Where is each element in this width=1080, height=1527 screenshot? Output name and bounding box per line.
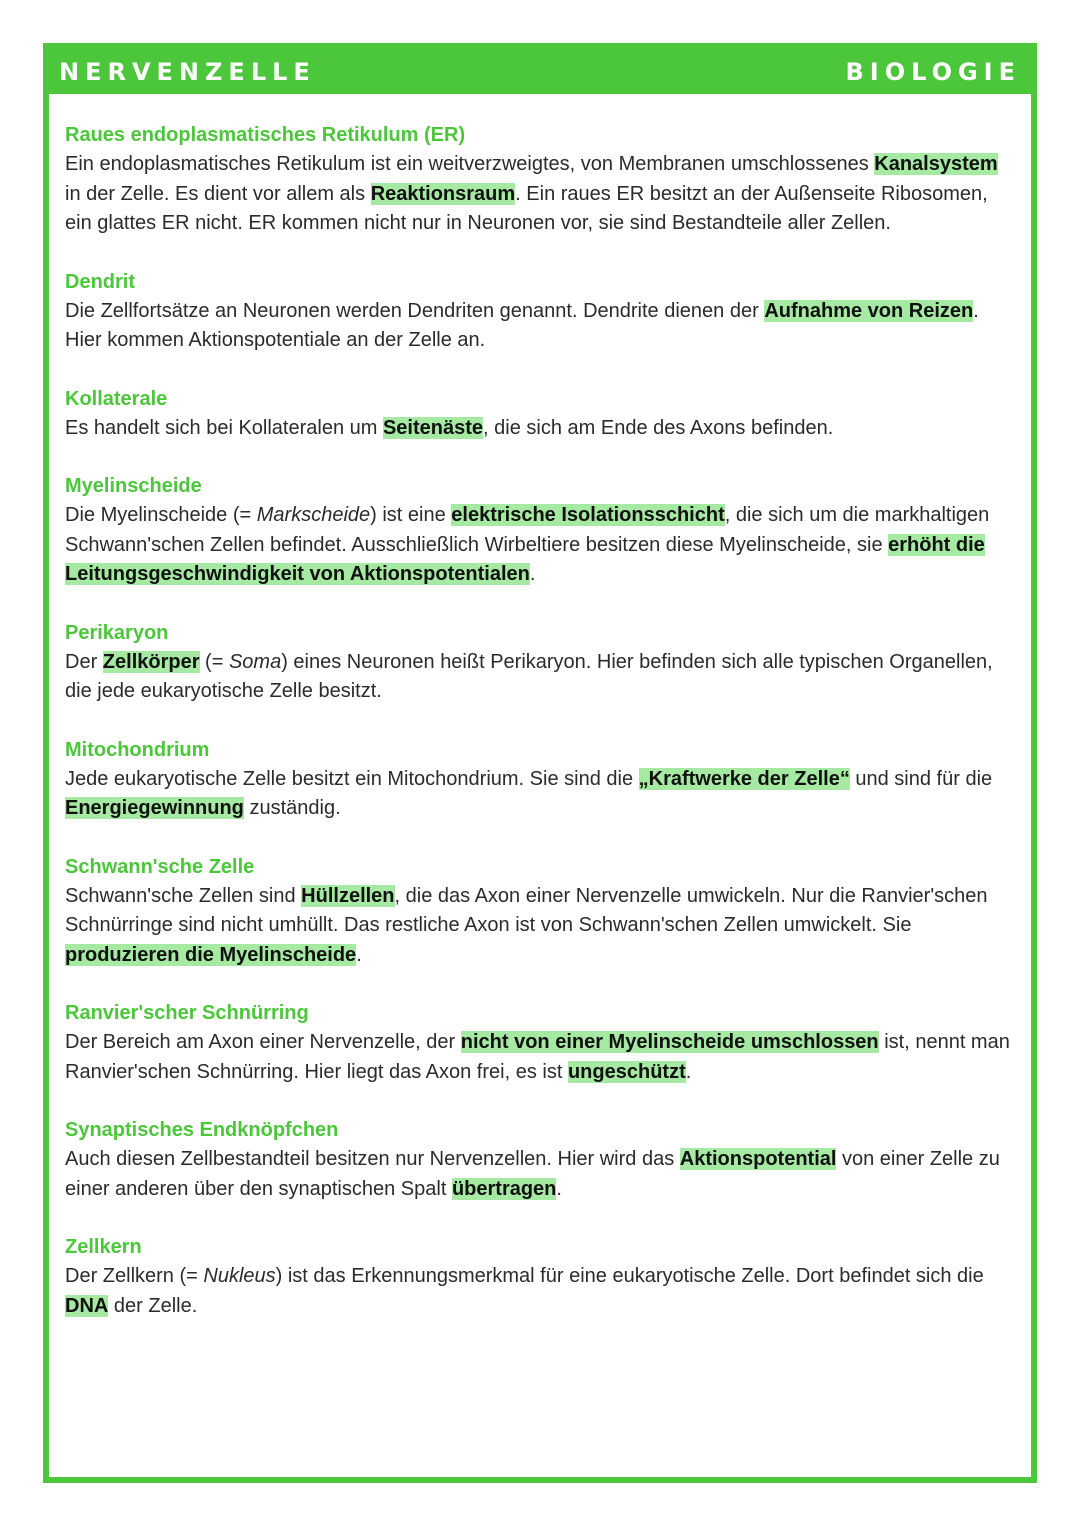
body-text: Die Zellfortsätze an Neuronen werden Dendriten genannt. Dendrite dienen der xyxy=(65,299,765,322)
section-heading: Zellkern xyxy=(65,1236,142,1258)
body-text: Schwann'sche Zellen sind xyxy=(65,884,302,907)
section-heading: Raues endoplasmatisches Retikulum (ER) xyxy=(65,124,466,146)
highlighted-term: erhöht die Leitungsgeschwindigkeit von Aktionspotentialen xyxy=(65,533,985,585)
highlighted-term: elektrische Isolationsschicht xyxy=(451,504,725,526)
highlighted-term: Zellkörper xyxy=(102,650,200,673)
section xyxy=(65,1116,1017,1204)
body-text: zuständig. xyxy=(243,797,341,819)
section-body xyxy=(65,1145,1017,1204)
body-text: Der Bereich am Axon einer Nervenzelle, der xyxy=(65,1031,461,1053)
highlighted-term: Aktionspotential xyxy=(679,1148,837,1170)
body-text: . xyxy=(529,563,536,585)
body-text: (= xyxy=(199,650,229,673)
section xyxy=(65,1233,1017,1321)
section-heading: Ranvier'scher Schnürring xyxy=(65,1002,309,1024)
body-text: ) eines Neuronen heißt Perikaryon. Hier befinden sich alle typischen Organellen, die jede eukaryotische Zelle besitzt. xyxy=(65,650,993,702)
section-heading: Schwann'sche Zelle xyxy=(65,855,255,878)
body-text: . xyxy=(356,943,362,966)
body-text: , die sich am Ende des Axons befinden. xyxy=(483,416,834,439)
body-text: , die das Axon einer Nervenzelle umwickeln. Nur die Ranvier'schen Schnürringe sind nicht umhüllt. Das restliche Axon ist von Schwann'schen Zellen umwickelt. Sie xyxy=(65,884,988,936)
section-body xyxy=(65,1262,1017,1321)
subject-label: BIOLOGIE xyxy=(845,57,1021,86)
section-heading: Dendrit xyxy=(65,270,135,293)
highlighted-term: produzieren die Myelinscheide xyxy=(65,943,357,966)
highlighted-term: Energiegewinnung xyxy=(65,797,244,819)
section xyxy=(65,268,1017,356)
body-text: Der Zellkern (= xyxy=(65,1265,204,1287)
section xyxy=(65,385,1017,444)
body-text: und sind für die xyxy=(849,767,993,790)
body-text: Der xyxy=(65,650,103,673)
body-text: Die Myelinscheide (= xyxy=(65,504,257,526)
highlighted-term: Reaktionsraum xyxy=(370,182,516,205)
highlighted-term: nicht von einer Myelinscheide umschlossen xyxy=(460,1031,879,1053)
highlighted-term: „Kraftwerke der Zelle“ xyxy=(638,767,850,790)
header-bar xyxy=(49,49,1031,94)
highlighted-term: ungeschützt xyxy=(567,1060,686,1083)
body-text: . xyxy=(685,1060,692,1083)
body-text: . Hier kommen Aktionspotentiale an der Zelle an. xyxy=(65,299,979,351)
body-text: der Zelle. xyxy=(108,1294,198,1317)
section xyxy=(65,472,1017,590)
body-text: , die sich um die markhaltigen Schwann'schen Zellen befindet. Ausschließlich Wirbeltiere besitzen diese Myelinscheide, sie xyxy=(65,504,990,556)
section xyxy=(65,619,1017,707)
body-text: Ein endoplasmatisches Retikulum ist ein weitverzweigtes, von Membranen umschlossenes xyxy=(65,153,875,175)
highlighted-term: übertragen xyxy=(451,1177,557,1200)
body-text: ) ist eine xyxy=(370,504,452,526)
body-text: . xyxy=(556,1177,562,1200)
body-text: Auch diesen Zellbestandteil besitzen nur Nervenzellen. Hier wird das xyxy=(65,1148,680,1170)
page-title: NERVENZELLE xyxy=(59,57,316,86)
highlighted-term: Hüllzellen xyxy=(301,884,395,907)
italic-term: Nukleus xyxy=(203,1265,276,1287)
section xyxy=(65,999,1017,1087)
body-text: ist, nennt man Ranvier'schen Schnürring. Hier liegt das Axon frei, es ist xyxy=(65,1031,1010,1083)
section-body xyxy=(65,765,1017,824)
content-area xyxy=(65,121,1017,1350)
section-heading: Kollaterale xyxy=(65,387,168,410)
italic-term: Soma xyxy=(228,650,282,673)
highlighted-term: DNA xyxy=(65,1294,109,1317)
section-body xyxy=(65,150,1017,239)
section-heading: Synaptisches Endknöpfchen xyxy=(65,1119,339,1141)
body-text: . Ein raues ER besitzt an der Außenseite Ribosomen, ein glattes ER nicht. ER kommen nicht nur in Neuronen vor, sie sind Bestandteile aller Zellen. xyxy=(65,182,988,234)
section-body xyxy=(65,501,1017,590)
highlighted-term: Aufnahme von Reizen xyxy=(764,299,974,322)
body-text: in der Zelle. Es dient vor allem als xyxy=(65,182,371,205)
section xyxy=(65,121,1017,239)
section-body xyxy=(65,1028,1017,1087)
body-text: Es handelt sich bei Kollateralen um xyxy=(65,416,383,439)
section-body xyxy=(65,414,1017,444)
section-body xyxy=(65,648,1017,707)
highlighted-term: Seitenäste xyxy=(382,416,484,439)
section-heading: Mitochondrium xyxy=(65,738,210,761)
italic-term: Markscheide xyxy=(256,504,371,526)
section-heading: Perikaryon xyxy=(65,621,169,644)
body-text: von einer Zelle zu einer anderen über den synaptischen Spalt xyxy=(65,1148,1000,1200)
section xyxy=(65,736,1017,824)
body-text: Jede eukaryotische Zelle besitzt ein Mitochondrium. Sie sind die xyxy=(65,767,639,790)
section xyxy=(65,853,1017,971)
section-heading: Myelinscheide xyxy=(65,475,202,497)
section-body xyxy=(65,297,1017,356)
highlighted-term: Kanalsystem xyxy=(874,153,998,175)
page-frame xyxy=(43,43,1037,1483)
body-text: ) ist das Erkennungsmerkmal für eine eukaryotische Zelle. Dort befindet sich die xyxy=(275,1265,984,1287)
section-body xyxy=(65,882,1017,971)
